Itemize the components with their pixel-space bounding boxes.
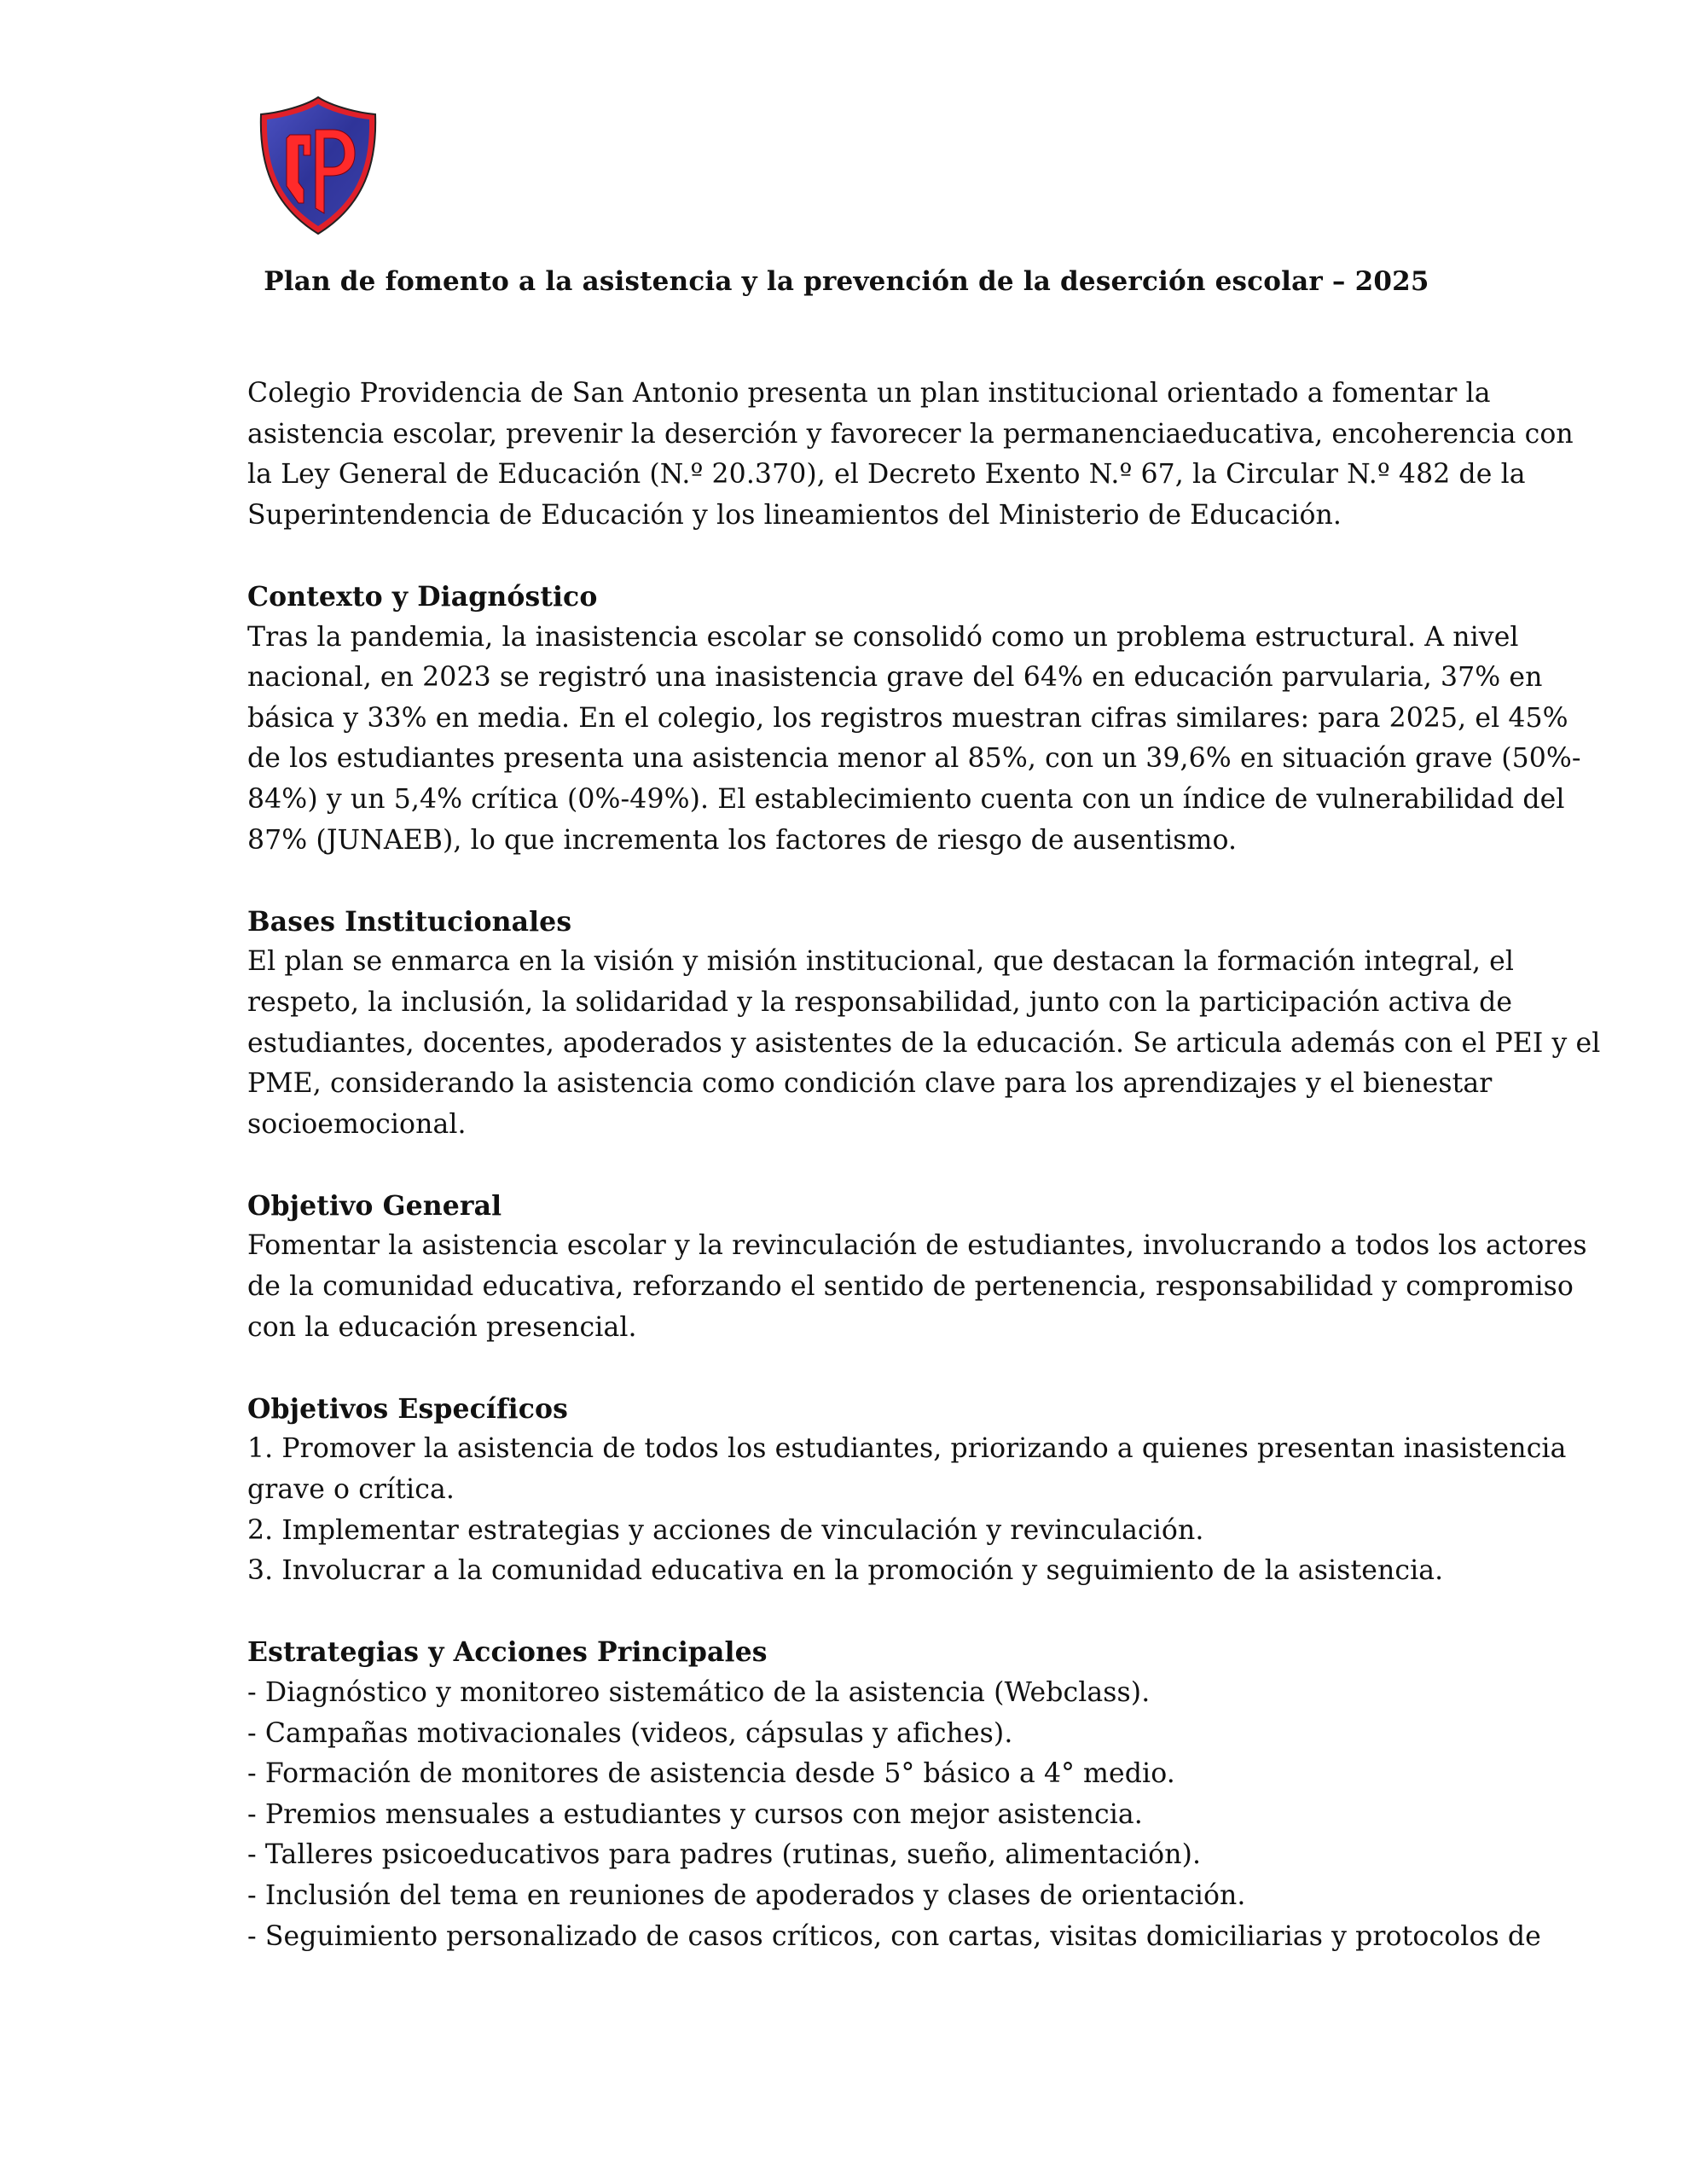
cp-shield-icon	[254, 94, 382, 237]
list-item: - Premios mensuales a estudiantes y cursos con mejor asistencia.	[247, 1798, 1143, 1830]
list-item: 3. Involucrar a la comunidad educativa en la promoción y seguimiento de la asistencia.	[247, 1555, 1444, 1587]
text-line: asistencia escolar, prevenir la deserción y favorecer la permanenciaeducativa, encoherencia con	[247, 418, 1574, 450]
text-line: de los estudiantes presenta una asistencia menor al 85%, con un 39,6% en situación grave (50%-	[247, 743, 1581, 775]
paragraph-gap	[247, 536, 1544, 577]
section-heading: Estrategias y Acciones Principales	[247, 1636, 768, 1669]
text-line: Colegio Providencia de San Antonio presenta un plan institucional orientado a fomentar la	[247, 378, 1491, 409]
list-item: - Talleres psicoeducativos para padres (rutinas, sueño, alimentación).	[247, 1839, 1202, 1871]
list-item: - Campañas motivacionales (videos, cápsulas y afiches).	[247, 1717, 1013, 1749]
school-logo	[254, 94, 382, 237]
paragraph-gap	[247, 861, 1544, 902]
text-line: El plan se enmarca en la visión y misión institucional, que destacan la formación integral, el	[247, 946, 1515, 978]
list-item: 1. Promover la asistencia de todos los estudiantes, priorizando a quienes presentan inasistencia	[247, 1433, 1567, 1465]
text-line: estudiantes, docentes, apoderados y asistentes de la educación. Se articula además con el PEI y el	[247, 1027, 1601, 1059]
list-item: 2. Implementar estrategias y acciones de vinculación y revinculación.	[247, 1514, 1204, 1546]
text-line: 87% (JUNAEB), lo que incrementa los factores de riesgo de ausentismo.	[247, 824, 1238, 856]
text-line: de la comunidad educativa, reforzando el sentido de pertenencia, responsabilidad y compromiso	[247, 1271, 1574, 1303]
text-line: 84%) y un 5,4% crítica (0%-49%). El establecimiento cuenta con un índice de vulnerabilidad del	[247, 783, 1565, 815]
text-line: nacional, en 2023 se registró una inasistencia grave del 64% en educación parvularia, 37% en	[247, 662, 1543, 694]
section-bases	[247, 902, 1601, 1146]
intro-paragraph	[247, 374, 1574, 536]
section-contexto	[247, 577, 1581, 861]
list-item: grave o crítica.	[247, 1474, 455, 1506]
text-line: Fomentar la asistencia escolar y la revinculación de estudiantes, involucrando a todos los actores	[247, 1230, 1587, 1262]
section-heading: Bases Institucionales	[247, 905, 572, 938]
section-heading: Objetivos Específicos	[247, 1392, 568, 1425]
section-objetivos-especificos	[247, 1389, 1567, 1592]
section-heading: Contexto y Diagnóstico	[247, 580, 598, 613]
text-line: Superintendencia de Educación y los lineamientos del Ministerio de Educación.	[247, 499, 1342, 531]
section-heading: Objetivo General	[247, 1189, 502, 1222]
paragraph-gap	[247, 1145, 1544, 1186]
text-line: la Ley General de Educación (N.º 20.370), el Decreto Exento N.º 67, la Circular N.º 482 de la	[247, 459, 1526, 491]
document-body	[247, 374, 1601, 1957]
list-item: - Formación de monitores de asistencia desde 5° básico a 4° medio.	[247, 1758, 1175, 1790]
list-item: - Seguimiento personalizado de casos críticos, con cartas, visitas domiciliarias y protocolos de	[247, 1920, 1541, 1952]
section-objetivo-general	[247, 1186, 1587, 1348]
document-title: Plan de fomento a la asistencia y la prevención de la deserción escolar – 2025	[264, 266, 1429, 297]
list-item: - Inclusión del tema en reuniones de apoderados y clases de orientación.	[247, 1879, 1246, 1911]
paragraph-gap	[247, 1592, 1544, 1633]
text-line: socioemocional.	[247, 1108, 467, 1140]
list-item: - Diagnóstico y monitoreo sistemático de la asistencia (Webclass).	[247, 1677, 1151, 1708]
section-estrategias	[247, 1632, 1544, 1957]
text-line: respeto, la inclusión, la solidaridad y la responsabilidad, junto con la participación activa de	[247, 986, 1513, 1018]
paragraph-gap	[247, 1348, 1544, 1389]
text-line: PME, considerando la asistencia como condición clave para los aprendizajes y el bienestar	[247, 1068, 1493, 1100]
text-line: Tras la pandemia, la inasistencia escolar se consolidó como un problema estructural. A nivel	[247, 621, 1519, 653]
text-line: con la educación presencial.	[247, 1311, 637, 1343]
text-line: básica y 33% en media. En el colegio, los registros muestran cifras similares: para 2025, el 45%	[247, 702, 1568, 734]
